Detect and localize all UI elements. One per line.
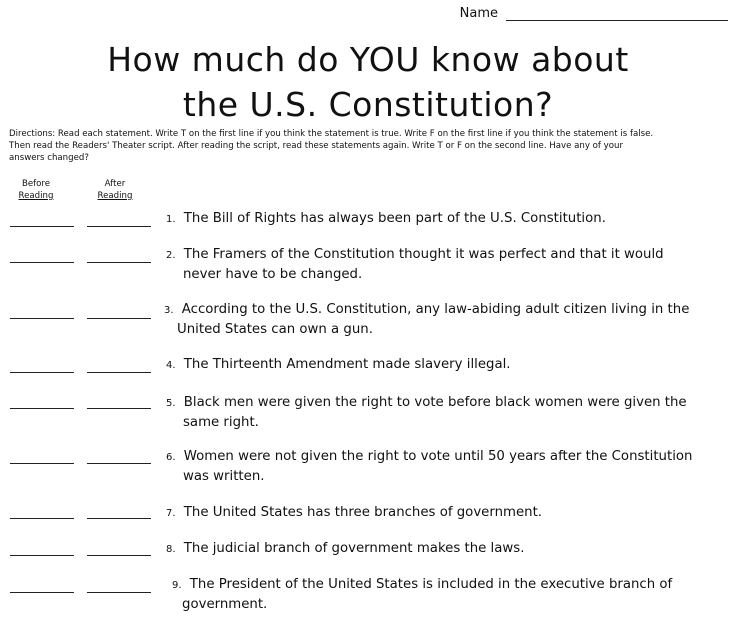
statement-3: 3. According to the U.S. Constitution, any law-abiding adult citizen living in the United States can own a gun. (164, 302, 690, 337)
directions-line-3: answers changed? (9, 153, 89, 163)
statement-1: 1. The Bill of Rights has always been part of the U.S. Constitution. (166, 211, 606, 226)
after-answer-blank-8[interactable] (87, 555, 151, 556)
before-answer-blank-3[interactable] (10, 318, 74, 319)
directions-line-1: Directions: Read each statement. Write T on the first line if you think the statement is true. Write F on the first line if you think the statement is false. (9, 129, 654, 139)
statement-8: 8. The judicial branch of government makes the laws. (166, 541, 525, 556)
directions-line-2: Then read the Readers' Theater script. After reading the script, read these statements again. Write T or F on the second line. Have any of your (9, 141, 623, 151)
after-answer-blank-1[interactable] (87, 226, 151, 227)
statement-6: 6. Women were not given the right to vote until 50 years after the Constitution was written. (166, 449, 693, 484)
directions (9, 128, 731, 164)
before-answer-blank-6[interactable] (10, 463, 74, 464)
after-answer-blank-9[interactable] (87, 592, 151, 593)
before-answer-blank-8[interactable] (10, 555, 74, 556)
before-answer-blank-4[interactable] (10, 372, 74, 373)
after-answer-blank-2[interactable] (87, 262, 151, 263)
name-blank-line[interactable] (506, 8, 728, 21)
before-answer-blank-1[interactable] (10, 226, 74, 227)
after-answer-blank-3[interactable] (87, 318, 151, 319)
before-reading-header: Before Reading (18, 179, 54, 201)
before-answer-blank-2[interactable] (10, 262, 74, 263)
name-label: Name (459, 6, 498, 21)
statement-7: 7. The United States has three branches of government. (166, 505, 543, 520)
before-answer-blank-7[interactable] (10, 518, 74, 519)
after-answer-blank-7[interactable] (87, 518, 151, 519)
page-title-line-2: the U.S. Constitution? (182, 85, 554, 124)
statement-9: 9. The President of the United States is included in the executive branch of government. (172, 577, 673, 612)
statement-2: 2. The Framers of the Constitution thought it was perfect and that it would never have to be changed. (166, 247, 664, 282)
after-answer-blank-5[interactable] (87, 408, 151, 409)
before-answer-blank-9[interactable] (10, 592, 74, 593)
name-field[interactable] (460, 6, 728, 21)
statement-4: 4. The Thirteenth Amendment made slavery illegal. (166, 357, 511, 372)
after-answer-blank-6[interactable] (87, 463, 151, 464)
statement-5: 5. Black men were given the right to vote before black women were given the same right. (166, 395, 687, 430)
after-answer-blank-4[interactable] (87, 372, 151, 373)
after-reading-header: After Reading (97, 179, 133, 201)
before-answer-blank-5[interactable] (10, 408, 74, 409)
page-title-line-1: How much do YOU know about (107, 40, 629, 79)
